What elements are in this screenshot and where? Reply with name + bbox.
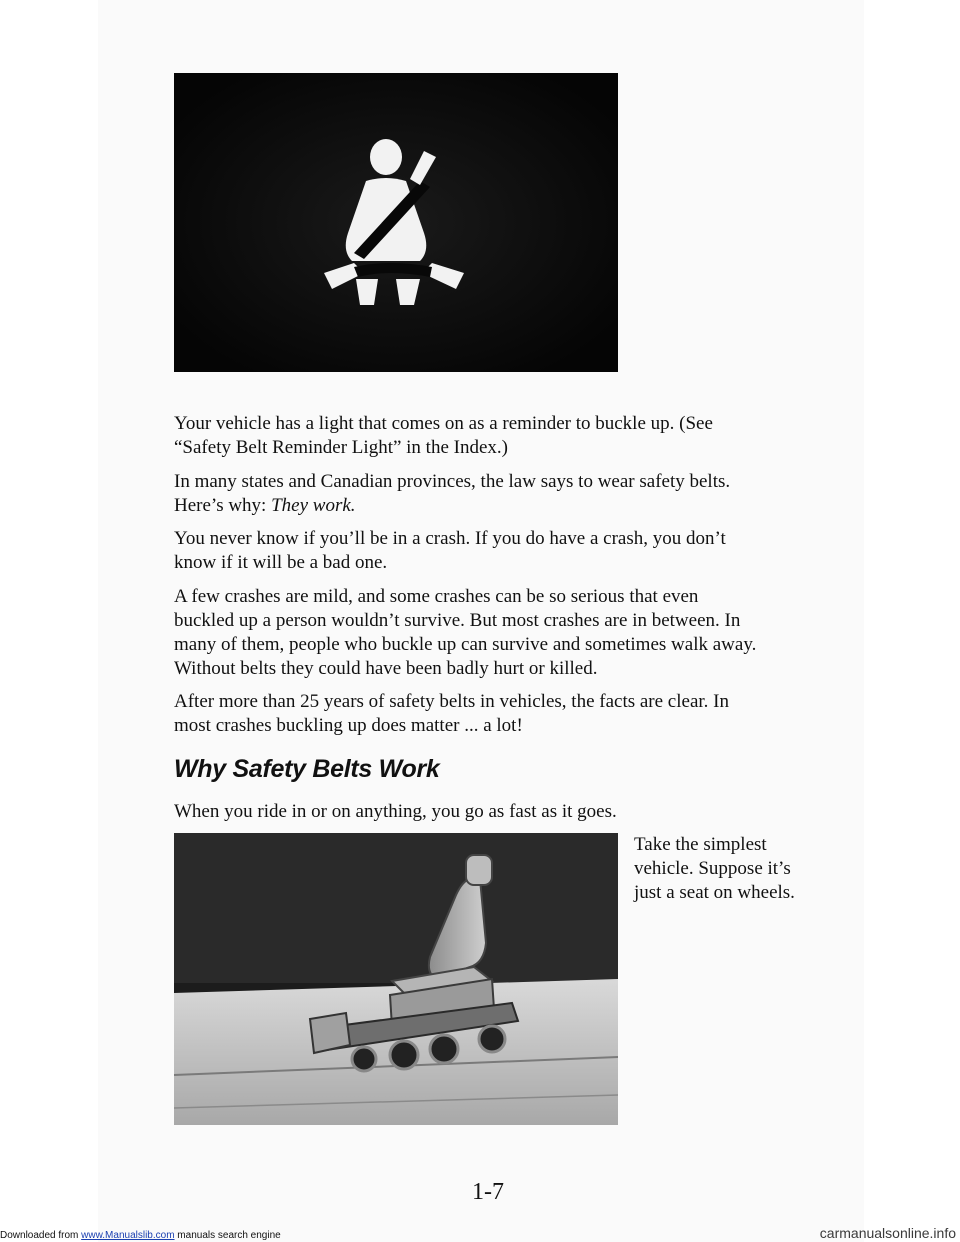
side-text-line1: Take the simplest: [634, 834, 767, 855]
paragraph-mild-line1: A few crashes are mild, and some crashes can be so serious that even: [174, 586, 699, 607]
section-intro: When you ride in or on anything, you go as fast as it goes.: [174, 801, 617, 822]
seatbelt-symbol-icon: [174, 73, 618, 372]
paragraph-reminder-line1: Your vehicle has a light that comes on as a reminder to buckle up. (See: [174, 413, 713, 434]
paragraph-mild-line2: buckled up a person wouldn’t survive. But most crashes are in between. In: [174, 610, 741, 631]
paragraph-law-line2-prefix: Here’s why:: [174, 495, 272, 516]
paragraph-law-line2: [174, 494, 356, 518]
paragraph-mild-line3: many of them, people who buckle up can survive and sometimes walk away.: [174, 634, 757, 655]
paragraph-facts-line1: After more than 25 years of safety belts in vehicles, the facts are clear. In: [174, 691, 729, 712]
paragraph-reminder-line2: “Safety Belt Reminder Light” in the Index.): [174, 437, 508, 458]
side-text-line2: vehicle. Suppose it’s: [634, 858, 791, 879]
side-text-line3: just a seat on wheels.: [634, 882, 795, 903]
manualslib-link[interactable]: www.Manualslib.com: [81, 1230, 175, 1241]
seat-on-wheels-illustration-icon: [174, 833, 618, 1125]
footer-prefix: Downloaded from: [0, 1230, 82, 1241]
footer-suffix: manuals search engine: [174, 1230, 281, 1241]
paragraph-crash-line1: You never know if you’ll be in a crash. If you do have a crash, you don’t: [174, 528, 726, 549]
paragraph-law-emphasis: They work.: [271, 495, 356, 516]
seatbelt-reminder-photo: [174, 73, 618, 372]
watermark-text: carmanualsonline.info: [819, 1225, 956, 1241]
section-heading: Why Safety Belts Work: [174, 755, 440, 783]
paragraph-mild-line4: Without belts they could have been badly hurt or killed.: [174, 658, 598, 679]
download-footer: [0, 1229, 281, 1242]
paragraph-law-line1: In many states and Canadian provinces, the law says to wear safety belts.: [174, 471, 731, 492]
paragraph-crash-line2: know if it will be a bad one.: [174, 552, 388, 573]
paragraph-facts-line2: most crashes buckling up does matter ... a lot!: [174, 715, 523, 736]
seat-on-wheels-photo: [174, 833, 618, 1125]
page-number: 1-7: [472, 1179, 504, 1205]
